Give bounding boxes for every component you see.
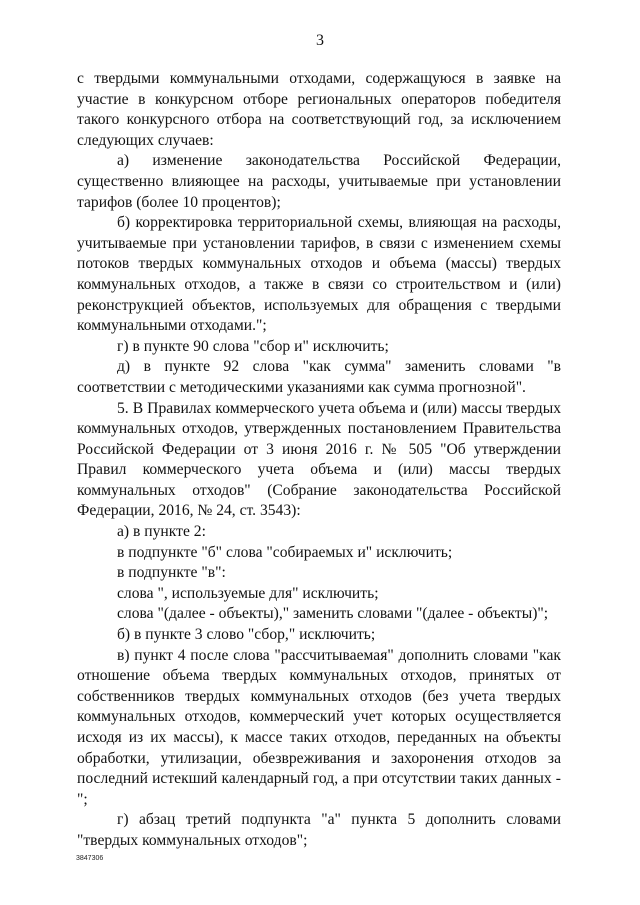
paragraph-5-a-v-words-1: слова ", используемые для" исключить; (117, 584, 379, 602)
page-number: 3 (316, 32, 324, 49)
paragraph-item-d: д) в пункте 92 слова "как сумма" заменить словами "в соответствии с методическими указаниями как сумма прогнозной". (77, 358, 561, 396)
paragraph-item-g: г) в пункте 90 слова "сбор и" исключить; (117, 337, 389, 355)
paragraph-5-a: а) в пункте 2: (117, 523, 206, 541)
paragraph-section-5: 5. В Правилах коммерческого учета объема и (или) массы твердых коммунальных отходов, утвержденных постановлением Правительства Российской Федерации от 3 июня 2016 г. № 505 "Об утверждении Правил коммерческого учета объема и (или) массы твердых коммунальных отходов" (Собрание законодательства Российской Федерации, 2016, № 24, ст. 3543): (77, 399, 561, 520)
paragraph-5-a-v-words-2: слова "(далее - объекты)," заменить словами "(далее - объекты)"; (117, 605, 549, 623)
paragraph-intro: с твердыми коммунальными отходами, содержащуюся в заявке на участие в конкурсном отборе региональных операторов победителя такого конкурсного отбора на соответствующий год, за исключением следующих случаев: (77, 70, 561, 149)
paragraph-5-a-v: в подпункте "в": (117, 564, 226, 582)
paragraph-5-b: б) в пункте 3 слово "сбор," исключить; (117, 626, 376, 644)
document-code: 3847306 (76, 855, 104, 862)
paragraph-item-b: б) корректировка территориальной схемы, влияющая на расходы, учитываемые при установлении тарифов, в связи с изменением схемы потоков твердых коммунальных отходов и объема (массы) твердых коммунальных отходов, а также в связи со строительством и (или) реконструкцией объектов, используемых для обращения с твердыми коммунальными отходами."; (77, 214, 561, 335)
paragraph-5-g: г) абзац третий подпункта "а" пункта 5 дополнить словами "твердых коммунальных отходов"; (77, 811, 561, 849)
paragraph-item-a: а) изменение законодательства Российской Федерации, существенно влияющее на расходы, учитываемые при установлении тарифов (более 10 процентов); (77, 152, 561, 211)
paragraph-5-v: в) пункт 4 после слова "рассчитываемая" дополнить словами "как отношение объема твердых коммунальных отходов, принятых от собственников твердых коммунальных отходов (без учета твердых коммунальных отходов, коммерческий учет которых осуществляется исходя из их массы), к массе таких отходов, переданных на объекты обработки, утилизации, обезвреживания и захоронения отходов за последний истекший календарный год, а при отсутствии таких данных -"; (77, 646, 561, 808)
paragraph-5-a-b: в подпункте "б" слова "собираемых и" исключить; (117, 543, 453, 561)
document-body (77, 69, 561, 852)
